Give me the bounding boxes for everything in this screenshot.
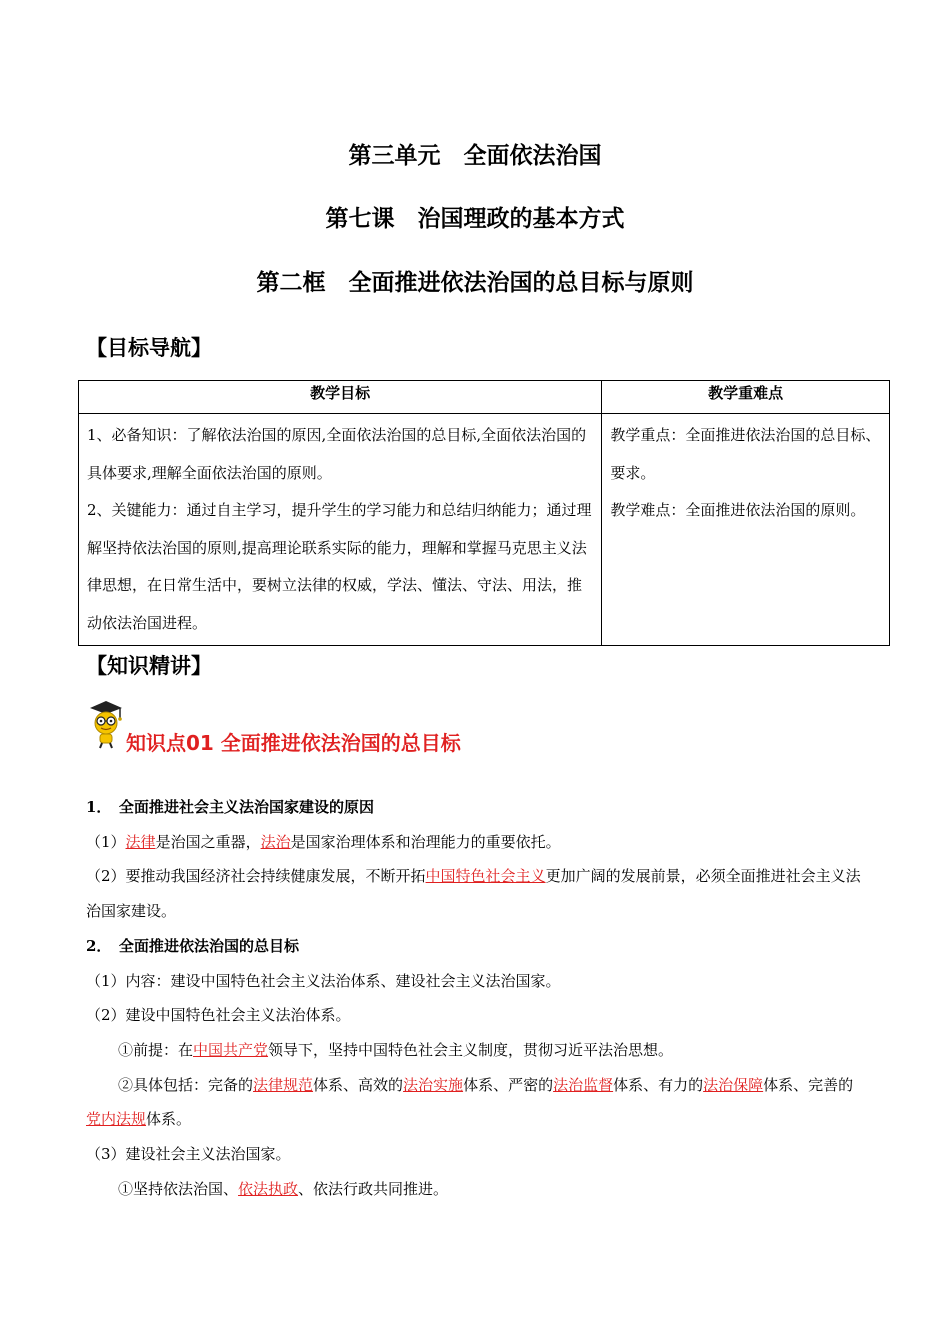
keypoint-item: 教学难点：全面推进依法治国的原则。 bbox=[610, 501, 866, 519]
unit-title: 第三单元 全面依法治国 bbox=[348, 143, 602, 169]
graduate-mascot-icon bbox=[86, 700, 126, 750]
knowledge-content bbox=[86, 790, 866, 1206]
content-paragraph: ①坚持依法治国、依法执政、依法行政共同推进。 bbox=[118, 1179, 449, 1198]
key-term: 法治 bbox=[260, 832, 291, 851]
key-term: 法治保障 bbox=[703, 1075, 764, 1094]
key-term: 中国特色社会主义 bbox=[425, 867, 546, 886]
key-term: 依法执政 bbox=[238, 1179, 299, 1198]
section-nav-heading: 【目标导航】 bbox=[86, 336, 212, 360]
key-term: 法律规范 bbox=[253, 1075, 314, 1094]
goals-table-row bbox=[79, 414, 890, 646]
content-paragraph: ②具体包括：完备的法律规范体系、高效的法治实施体系、严密的法治监督体系、有力的法治保障体系、完善的党内法规体系。 bbox=[86, 1075, 854, 1129]
keypoint-item: 教学重点：全面推进依法治国的总目标、要求。 bbox=[610, 426, 881, 482]
key-term: 法律 bbox=[125, 832, 156, 851]
objectives-cell bbox=[79, 414, 602, 646]
content-paragraph: （2）要推动我国经济社会持续健康发展，不断开拓中国特色社会主义更加广阔的发展前景，必须全面推进社会主义法治国家建设。 bbox=[86, 867, 861, 921]
key-term: 法治监督 bbox=[553, 1075, 614, 1094]
content-paragraph: ①前提：在中国共产党领导下，坚持中国特色社会主义制度，贯彻习近平法治思想。 bbox=[118, 1040, 674, 1059]
key-term: 党内法规 bbox=[86, 1110, 147, 1129]
knowledge-point-title: 知识点01 全面推进依法治国的总目标 bbox=[126, 731, 461, 755]
content-paragraph: （3）建设社会主义法治国家。 bbox=[86, 1145, 291, 1164]
header-objectives: 教学目标 bbox=[79, 381, 602, 414]
header-keypoints: 教学重难点 bbox=[602, 381, 890, 414]
content-paragraph: （2）建设中国特色社会主义法治体系。 bbox=[86, 1006, 351, 1025]
key-term: 法治实施 bbox=[403, 1075, 464, 1094]
key-term: 中国共产党 bbox=[193, 1040, 269, 1059]
content-paragraph: （1）法律是治国之重器，法治是国家治理体系和治理能力的重要依托。 bbox=[86, 832, 561, 851]
objective-item: 1、必备知识：了解依法治国的原因,全面依法治国的总目标,全面依法治国的具体要求,理解全面依法治国的原则。 bbox=[87, 426, 587, 482]
content-heading-1: 1． 全面推进社会主义法治国家建设的原因 bbox=[86, 798, 374, 816]
content-paragraph: （1）内容：建设中国特色社会主义法治体系、建设社会主义法治国家。 bbox=[86, 971, 561, 990]
content-heading-2: 2． 全面推进依法治国的总目标 bbox=[86, 936, 299, 955]
keypoints-cell bbox=[602, 414, 890, 646]
frame-title: 第二框 全面推进依法治国的总目标与原则 bbox=[256, 270, 694, 296]
goals-table-header-row bbox=[79, 381, 890, 414]
section-knowledge-heading: 【知识精讲】 bbox=[86, 654, 212, 678]
objective-item: 2、关键能力：通过自主学习，提升学生的学习能力和总结归纳能力；通过理解坚持依法治国的原则,提高理论联系实际的能力，理解和掌握马克思主义法律思想，在日常生活中，要树立法律的权威，学法、懂法、守法、用法，推动依法治国进程。 bbox=[87, 501, 592, 632]
goals-table bbox=[78, 380, 890, 646]
lesson-title: 第七课 治国理政的基本方式 bbox=[325, 206, 625, 232]
